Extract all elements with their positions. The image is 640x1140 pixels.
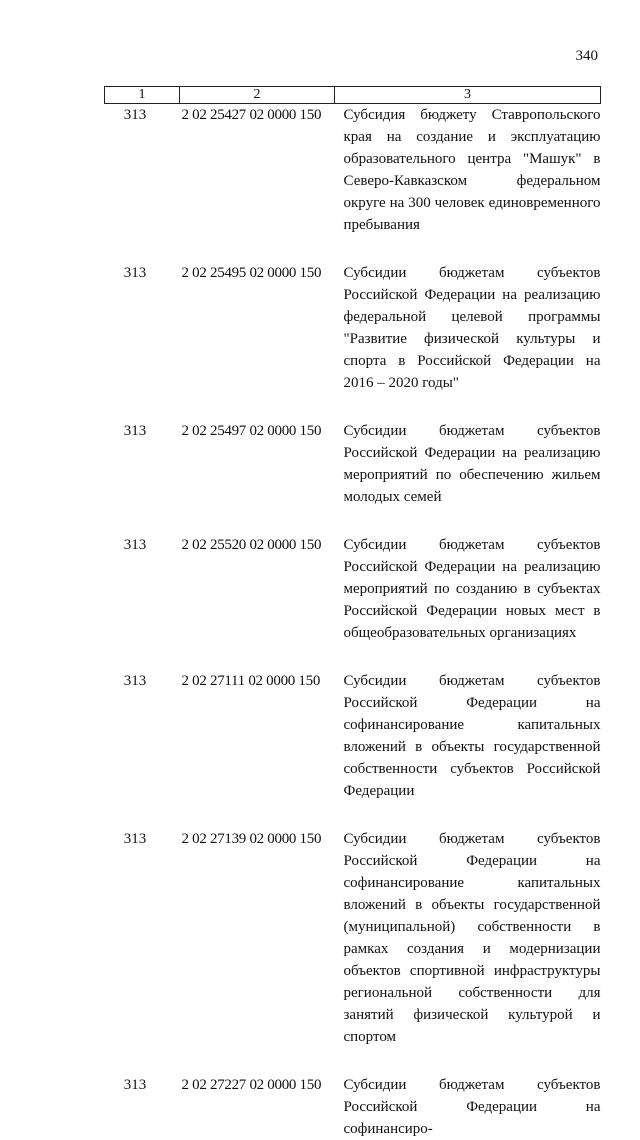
admin-code-cell: 313 — [105, 420, 180, 534]
page-number: 340 — [576, 48, 599, 65]
table-row — [105, 828, 601, 1074]
admin-code-cell: 313 — [105, 670, 180, 828]
table-row — [105, 420, 601, 534]
header-col-3: 3 — [335, 87, 601, 104]
description-cell: Субсидия бюджету Ставропольского края на создание и эксплуатацию образовательного центра "Машук" в Северо-Кавказском федеральном округе на 300 человек единовременного пребывания — [335, 104, 601, 263]
budget-code-cell: 2 02 25520 02 0000 150 — [180, 534, 335, 670]
table-header-row — [105, 87, 601, 104]
table-row — [105, 670, 601, 828]
budget-code-cell: 2 02 25427 02 0000 150 — [180, 104, 335, 263]
description-cell: Субсидии бюджетам субъектов Российской Федерации на софинансирование капитальных вложений в объекты государственной (муниципальной) собственности в рамках создания и модернизации объектов спортивной инфраструктуры региональной собственности для занятий физической культурой и спортом — [335, 828, 601, 1074]
table-header — [105, 87, 601, 104]
admin-code-cell: 313 — [105, 1074, 180, 1140]
table-body — [105, 104, 601, 1140]
budget-code-table — [104, 86, 601, 1140]
description-cell: Субсидии бюджетам субъектов Российской Федерации на реализацию федеральной целевой программы "Развитие физической культуры и спорта в Российской Федерации на 2016 – 2020 годы" — [335, 262, 601, 420]
budget-code-cell: 2 02 27227 02 0000 150 — [180, 1074, 335, 1140]
header-col-2: 2 — [180, 87, 335, 104]
table-row — [105, 104, 601, 263]
table-row — [105, 262, 601, 420]
header-col-1: 1 — [105, 87, 180, 104]
admin-code-cell: 313 — [105, 262, 180, 420]
admin-code-cell: 313 — [105, 534, 180, 670]
budget-code-cell: 2 02 25495 02 0000 150 — [180, 262, 335, 420]
admin-code-cell: 313 — [105, 104, 180, 263]
budget-code-cell: 2 02 27111 02 0000 150 — [180, 670, 335, 828]
table-row — [105, 1074, 601, 1140]
budget-code-cell: 2 02 25497 02 0000 150 — [180, 420, 335, 534]
description-cell: Субсидии бюджетам субъектов Российской Федерации на софинансиро- — [335, 1074, 601, 1140]
budget-code-cell: 2 02 27139 02 0000 150 — [180, 828, 335, 1074]
description-cell: Субсидии бюджетам субъектов Российской Федерации на реализацию мероприятий по обеспечению жильем молодых семей — [335, 420, 601, 534]
description-cell: Субсидии бюджетам субъектов Российской Федерации на софинансирование капитальных вложений в объекты государственной собственности субъектов Российской Федерации — [335, 670, 601, 828]
admin-code-cell: 313 — [105, 828, 180, 1074]
description-cell: Субсидии бюджетам субъектов Российской Федерации на реализацию мероприятий по созданию в субъектах Российской Федерации новых мест в общеобразовательных организациях — [335, 534, 601, 670]
table-row — [105, 534, 601, 670]
